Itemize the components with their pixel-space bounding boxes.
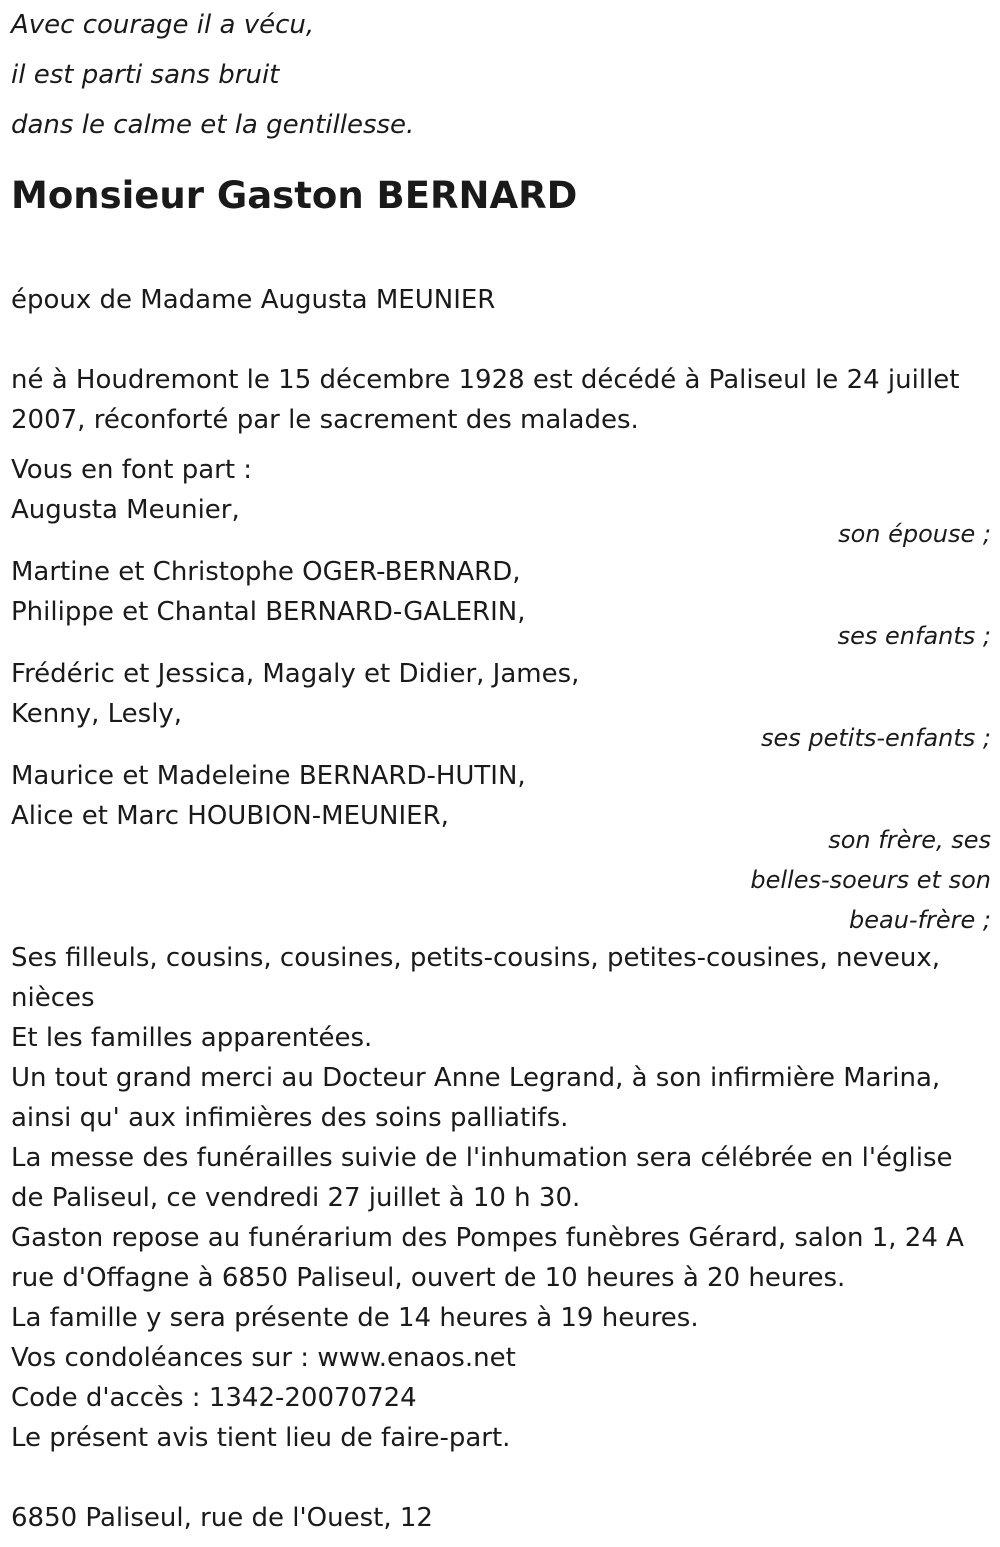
family-group — [11, 552, 991, 656]
family-names: Kenny, Lesly, — [11, 699, 183, 729]
family-names: Martine et Christophe OGER-BERNARD, — [11, 557, 521, 587]
family-names: Philippe et Chantal BERNARD-GALERIN, — [11, 597, 526, 627]
family-announcement — [11, 450, 991, 940]
family-group — [11, 654, 991, 758]
family-address: 6850 Paliseul, rue de l'Ouest, 12 — [11, 1503, 433, 1533]
closing-line: Gaston repose au funérarium des Pompes funèbres Gérard, salon 1, 24 A — [11, 1223, 964, 1253]
family-names: Augusta Meunier, — [11, 495, 240, 525]
family-names: Maurice et Madeleine BERNARD-HUTIN, — [11, 761, 526, 791]
access-code-line: Code d'accès : 1342-20070724 — [11, 1383, 417, 1413]
closing-line: La famille y sera présente de 14 heures à 19 heures. — [11, 1303, 699, 1333]
family-role: ses petits-enfants ; — [760, 724, 991, 752]
birth-line: né à Houdremont le 15 décembre 1928 est décédé à Paliseul le 24 juillet — [11, 365, 960, 395]
birth-line: 2007, réconforté par le sacrement des malades. — [11, 405, 639, 435]
family-role: belles-soeurs et son — [750, 866, 991, 894]
closing-line: Le présent avis tient lieu de faire-part. — [11, 1423, 511, 1453]
family-group — [11, 490, 991, 554]
deceased-name: Monsieur Gaston BERNARD — [11, 174, 578, 217]
closing-line: Un tout grand merci au Docteur Anne Legrand, à son infirmière Marina, — [11, 1063, 941, 1093]
condolences-line: Vos condoléances sur : www.enaos.net — [11, 1343, 516, 1373]
family-group — [11, 756, 991, 940]
poem-line: Avec courage il a vécu, — [11, 10, 315, 40]
closing-line: nièces — [11, 983, 95, 1013]
opening-poem — [11, 0, 991, 150]
poem-line: dans le calme et la gentillesse. — [11, 110, 415, 140]
family-role: ses enfants ; — [837, 622, 991, 650]
family-role: son frère, ses — [828, 826, 991, 854]
closing-line: rue d'Offagne à 6850 Paliseul, ouvert de 10 heures à 20 heures. — [11, 1263, 846, 1293]
poem-line: il est parti sans bruit — [11, 60, 280, 90]
birth-death-info — [11, 360, 991, 440]
closing-line: de Paliseul, ce vendredi 27 juillet à 10 h 30. — [11, 1183, 581, 1213]
closing-line: ainsi qu' aux infimières des soins palliatifs. — [11, 1103, 569, 1133]
spouse-line: époux de Madame Augusta MEUNIER — [11, 285, 496, 315]
family-names: Frédéric et Jessica, Magaly et Didier, James, — [11, 659, 580, 689]
closing-line: Et les familles apparentées. — [11, 1023, 373, 1053]
intro-line: Vous en font part : — [11, 455, 253, 485]
closing-text — [11, 938, 991, 1458]
family-role: beau-frère ; — [848, 906, 991, 934]
obituary-notice — [11, 0, 991, 1538]
family-role: son épouse ; — [838, 520, 991, 548]
family-names: Alice et Marc HOUBION-MEUNIER, — [11, 801, 449, 831]
closing-line: Ses filleuls, cousins, cousines, petits-cousins, petites-cousines, neveux, — [11, 943, 940, 973]
closing-line: La messe des funérailles suivie de l'inhumation sera célébrée en l'église — [11, 1143, 953, 1173]
